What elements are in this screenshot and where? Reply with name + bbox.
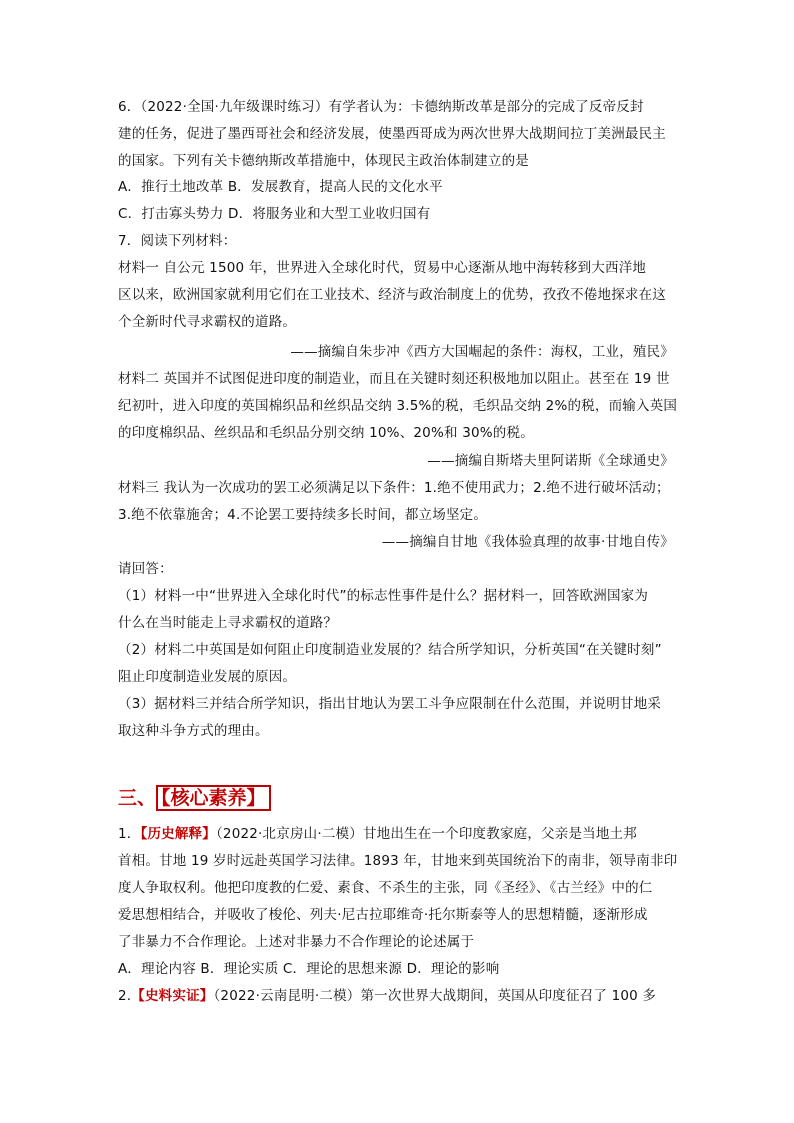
- q7-material1-source: ——摘编自朱步冲《西方大国崛起的条件：海权，工业，殖民》: [290, 344, 674, 360]
- s1-line-2: 首相。甘地 19 岁时远赴英国学习法律。1893 年，甘地来到英国统治下的南非，领导南非印: [118, 853, 678, 869]
- s2-tag: 【史料实证】: [131, 988, 214, 1004]
- q7-prompt: 请回答：: [118, 561, 173, 577]
- q7-material2-line-3: 的印度棉织品、丝织品和毛织品分别交纳 10%、20%和 30%的税。: [118, 425, 534, 441]
- s1-number: 1．: [118, 826, 141, 842]
- q7-material2-source: ——摘编自斯塔夫里阿诺斯《全球通史》: [427, 453, 674, 469]
- q6-line-3: 的国家。下列有关卡德纳斯改革措施中，体现民主政治体制建立的是: [118, 153, 529, 169]
- s1-first-rest: （2022·北京房山·二模）甘地出生在一个印度教家庭，父亲是当地土邦: [215, 826, 637, 842]
- q7-sub-2-line-2: 阻止印度制造业发展的原因。: [118, 669, 297, 685]
- q6-line-1: 6．（2022·全国·九年级课时练习）有学者认为：卡德纳斯改革是部分的完成了反帝反封: [118, 99, 644, 115]
- s1-line-4: 爱思想相结合，并吸收了梭伦、列夫·尼古拉耶维奇·托尔斯泰等人的思想精髓，逐渐形成: [118, 907, 648, 923]
- s2-line-1: [118, 985, 656, 1007]
- q6-option-ab: A．推行土地改革 B．发展教育，提高人民的文化水平: [118, 179, 443, 195]
- q7-material2-line-2: 纪初叶，进入印度的英国棉织品和丝织品交纳 3.5%的税，毛织品交纳 2%的税，而输入英国: [118, 398, 678, 414]
- q7-sub-2-line-1: （2）材料二中英国是如何阻止印度制造业发展的？结合所学知识，分析英国“在关键时刻”: [118, 642, 662, 658]
- q6-line-2: 建的任务，促进了墨西哥社会和经济发展，使墨西哥成为两次世界大战期间拉丁美洲最民主: [118, 126, 666, 142]
- s1-options: A．理论内容 B．理论实质 C．理论的思想来源 D．理论的影响: [118, 961, 500, 977]
- q7-material1-line-1: 材料一 自公元 1500 年，世界进入全球化时代，贸易中心逐渐从地中海转移到大西洋地: [118, 260, 647, 276]
- q7-material1-line-3: 个全新时代寻求霸权的道路。: [118, 314, 297, 330]
- s1-line-3: 度人争取权利。他把印度教的仁爱、素食、不杀生的主张，同《圣经》、《古兰经》中的仁: [118, 880, 653, 896]
- s1-line-5: 了非暴力不合作理论。上述对非暴力不合作理论的论述属于: [118, 934, 475, 950]
- q7-sub-1-line-2: 什么在当时能走上寻求霸权的道路？: [118, 615, 338, 631]
- q7-material3-line-2: 3.绝不依靠施舍；4.不论罢工要持续多长时间，都立场坚定。: [118, 507, 488, 523]
- q7-material1-line-2: 区以来，欧洲国家就利用它们在工业技术、经济与政治制度上的优势，孜孜不倦地探求在这: [118, 287, 666, 303]
- q7-sub-3-line-2: 取这种斗争方式的理由。: [118, 723, 269, 739]
- q6-option-cd: C．打击寡头势力 D．将服务业和大型工业收归国有: [118, 206, 431, 222]
- s1-line-1: [118, 823, 637, 845]
- s2-number: 2.: [118, 988, 132, 1004]
- section-heading: [118, 784, 271, 812]
- q7-material3-source: ——摘编自甘地《我体验真理的故事·甘地自传》: [381, 534, 674, 550]
- s2-first-rest: （2022·云南昆明·二模）第一次世界大战期间，英国从印度征召了 100 多: [213, 988, 657, 1004]
- q7-intro: 7．阅读下列材料：: [118, 233, 237, 249]
- q7-material3-line-1: 材料三 我认为一次成功的罢工必须满足以下条件：1.绝不使用武力；2.绝不进行破坏活动；: [118, 480, 670, 496]
- section-title-box: 【核心素养】: [156, 785, 271, 811]
- q7-material2-line-1: 材料二 英国并不试图促进印度的制造业，而且在关键时刻还积极地加以阻止。甚至在 19 世: [118, 371, 670, 387]
- section-prefix: 三、: [118, 787, 157, 809]
- s1-tag: 【历史解释】: [140, 826, 216, 842]
- q7-sub-3-line-1: （3）据材料三并结合所学知识，指出甘地认为罢工斗争应限制在什么范围，并说明甘地采: [118, 696, 662, 712]
- q7-sub-1-line-1: （1）材料一中“世界进入全球化时代”的标志性事件是什么？据材料一，回答欧洲国家为: [118, 588, 649, 604]
